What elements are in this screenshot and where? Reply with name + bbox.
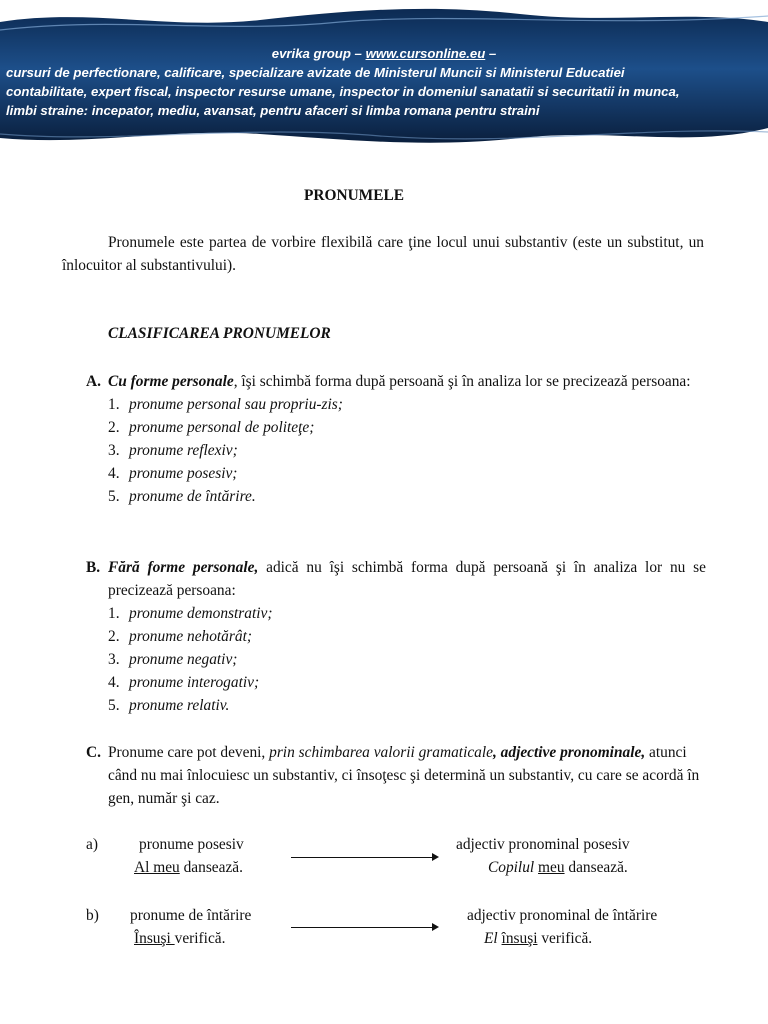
example-label: b) [86, 907, 99, 924]
example-right-sentence: El însuşi verifică. [484, 930, 593, 947]
section-description: Pronume care pot deveni, prin schimbarea valorii gramaticale, adjective pronominale, atunci când nu mai înlocuiesc un substantiv, ci însoţesc şi determină un substantiv, cu care se acordă în gen, număr şi caz. [108, 744, 700, 807]
section-letter: A. [86, 373, 101, 390]
example-right-sentence: Copilul meu dansează. [488, 859, 628, 876]
list-item: 1. pronume personal sau propriu-zis; [108, 396, 343, 413]
example-label: a) [86, 836, 98, 853]
list-item: 1. pronume demonstrativ; [108, 605, 273, 622]
website-link[interactable]: www.cursonline.eu [365, 46, 486, 61]
example-left-sentence: Al meu dansează. [134, 859, 243, 876]
section-c [86, 741, 706, 810]
banner-text [0, 44, 768, 120]
example-right-title: adjectiv pronominal posesiv [456, 836, 630, 853]
example-left-title: pronume posesiv [139, 836, 244, 853]
section-b [86, 556, 706, 717]
example-left-title: pronume de întărire [130, 907, 252, 924]
section-description: Cu forme personale, îşi schimbă forma după persoană şi în analiza lor se precizează persoana: [108, 373, 691, 390]
section-letter: B. [86, 559, 101, 576]
list-item: 2. pronume nehotărât; [108, 628, 252, 645]
example-right-title: adjectiv pronominal de întărire [467, 907, 658, 924]
list-item: 3. pronume negativ; [108, 651, 238, 668]
section-a [86, 370, 706, 508]
section-description: Fără forme personale, adică nu îşi schimbă forma după persoană şi în analiza lor nu se precizează persoana: [108, 559, 706, 599]
list-item: 5. pronume de întărire. [108, 488, 256, 505]
example-left-sentence: Însuşi verifică. [134, 930, 226, 947]
classification-heading: CLASIFICAREA PRONUMELOR [108, 325, 331, 342]
list-item: 5. pronume relativ. [108, 697, 230, 714]
banner-line-2: cursuri de perfectionare, calificare, specializare avizate de Ministerul Muncii si Ministerul Educatiei [6, 65, 625, 80]
header-banner [0, 0, 768, 150]
list-item: 2. pronume personal de politeţe; [108, 419, 315, 436]
intro-paragraph: Pronumele este partea de vorbire flexibilă care ţine locul unui substantiv (este un substitut, un înlocuitor al substantivului). [62, 234, 704, 274]
list-item: 4. pronume posesiv; [108, 465, 238, 482]
banner-line-3: contabilitate, expert fiscal, inspector resurse umane, inspector in domeniul sanatatii si securitatii in munca, [6, 84, 680, 99]
arrow-icon [291, 927, 437, 928]
banner-line-1: evrika group – www.cursonline.eu – [271, 46, 497, 61]
page-title: PRONUMELE [303, 187, 405, 204]
list-item: 3. pronume reflexiv; [108, 442, 238, 459]
arrow-icon [291, 857, 437, 858]
banner-line-4: limbi straine: incepator, mediu, avansat, pentru afaceri si limba romana pentru straini [6, 103, 540, 118]
section-letter: C. [86, 744, 101, 761]
pronoun-list [108, 393, 706, 508]
pronoun-list [108, 602, 706, 717]
list-item: 4. pronume interogativ; [108, 674, 260, 691]
